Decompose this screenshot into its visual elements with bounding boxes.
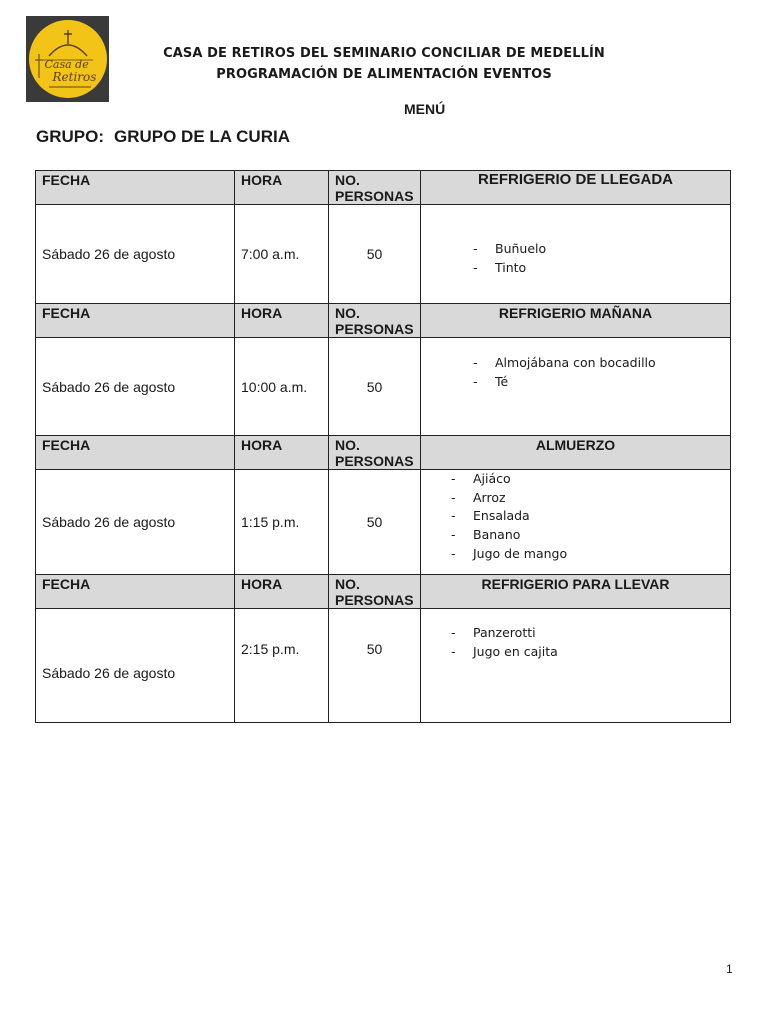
personas-header-line2: PERSONAS bbox=[335, 453, 414, 469]
menu-item: - Buñuelo bbox=[473, 240, 724, 259]
menu-heading: MENÚ bbox=[404, 101, 446, 117]
hora-header: HORA bbox=[235, 304, 329, 338]
fecha-header: FECHA bbox=[36, 575, 235, 609]
personas-cell: 50 bbox=[329, 470, 421, 575]
hora-cell: 10:00 a.m. bbox=[235, 338, 329, 436]
menu-items-list bbox=[451, 470, 724, 564]
fecha-header: FECHA bbox=[36, 171, 235, 205]
group-label: GRUPO: bbox=[36, 127, 104, 146]
page-number: 1 bbox=[726, 962, 733, 976]
personas-header-line1: NO. bbox=[335, 305, 360, 321]
meal-name: REFRIGERIO PARA LLEVAR bbox=[421, 575, 731, 609]
logo-text: Retiros bbox=[52, 70, 97, 84]
items-cell bbox=[421, 470, 731, 575]
document-subtitle: PROGRAMACIÓN DE ALIMENTACIÓN EVENTOS bbox=[216, 67, 552, 82]
section-header bbox=[36, 575, 731, 609]
fecha-cell: Sábado 26 de agosto bbox=[36, 609, 235, 723]
hora-cell: 7:00 a.m. bbox=[235, 205, 329, 304]
table-row bbox=[36, 470, 731, 575]
personas-header-line2: PERSONAS bbox=[335, 188, 414, 204]
menu-item: - Arroz bbox=[451, 489, 724, 508]
personas-cell: 50 bbox=[329, 338, 421, 436]
menu-item: - Tinto bbox=[473, 259, 724, 278]
personas-cell: 50 bbox=[329, 205, 421, 304]
items-cell bbox=[421, 609, 731, 723]
personas-cell: 50 bbox=[329, 609, 421, 723]
meal-name: REFRIGERIO MAÑANA bbox=[421, 304, 731, 338]
personas-header bbox=[329, 436, 421, 470]
table-row bbox=[36, 338, 731, 436]
document-title: CASA DE RETIROS DEL SEMINARIO CONCILIAR DE MEDELLÍN bbox=[163, 46, 605, 61]
hora-header: HORA bbox=[235, 171, 329, 205]
menu-item: - Té bbox=[473, 373, 724, 392]
personas-header bbox=[329, 575, 421, 609]
group-line bbox=[36, 127, 290, 147]
menu-item: - Panzerotti bbox=[451, 624, 724, 643]
menu-item: - Banano bbox=[451, 526, 724, 545]
section-header bbox=[36, 436, 731, 470]
personas-header-line1: NO. bbox=[335, 172, 360, 188]
menu-item: - Almojábana con bocadillo bbox=[473, 354, 724, 373]
menu-item: - Ensalada bbox=[451, 507, 724, 526]
hora-header: HORA bbox=[235, 436, 329, 470]
section-header bbox=[36, 171, 731, 205]
group-value: GRUPO DE LA CURIA bbox=[114, 127, 290, 146]
table-row bbox=[36, 609, 731, 723]
menu-items-list bbox=[473, 354, 724, 391]
menu-item: - Ajiáco bbox=[451, 470, 724, 489]
menu-item: - Jugo en cajita bbox=[451, 643, 724, 662]
personas-header-line2: PERSONAS bbox=[335, 592, 414, 608]
personas-header-line2: PERSONAS bbox=[335, 321, 414, 337]
meal-name: ALMUERZO bbox=[421, 436, 731, 470]
section-header bbox=[36, 304, 731, 338]
fecha-cell: Sábado 26 de agosto bbox=[36, 338, 235, 436]
meal-name: REFRIGERIO DE LLEGADA bbox=[421, 171, 731, 205]
menu-item: - Jugo de mango bbox=[451, 545, 724, 564]
fecha-cell: Sábado 26 de agosto bbox=[36, 205, 235, 304]
personas-header-line1: NO. bbox=[335, 576, 360, 592]
logo-underline bbox=[49, 86, 91, 88]
hora-cell: 2:15 p.m. bbox=[235, 609, 329, 723]
personas-header bbox=[329, 171, 421, 205]
menu-items-list bbox=[473, 240, 724, 277]
menu-items-list bbox=[451, 624, 724, 661]
items-cell bbox=[421, 205, 731, 304]
hora-cell: 1:15 p.m. bbox=[235, 470, 329, 575]
meal-schedule-table bbox=[35, 170, 731, 723]
personas-header-line1: NO. bbox=[335, 437, 360, 453]
personas-header bbox=[329, 304, 421, 338]
logo-text: Casa de bbox=[44, 58, 89, 71]
items-cell bbox=[421, 338, 731, 436]
fecha-header: FECHA bbox=[36, 436, 235, 470]
hora-header: HORA bbox=[235, 575, 329, 609]
table-row bbox=[36, 205, 731, 304]
fecha-cell: Sábado 26 de agosto bbox=[36, 470, 235, 575]
fecha-header: FECHA bbox=[36, 304, 235, 338]
